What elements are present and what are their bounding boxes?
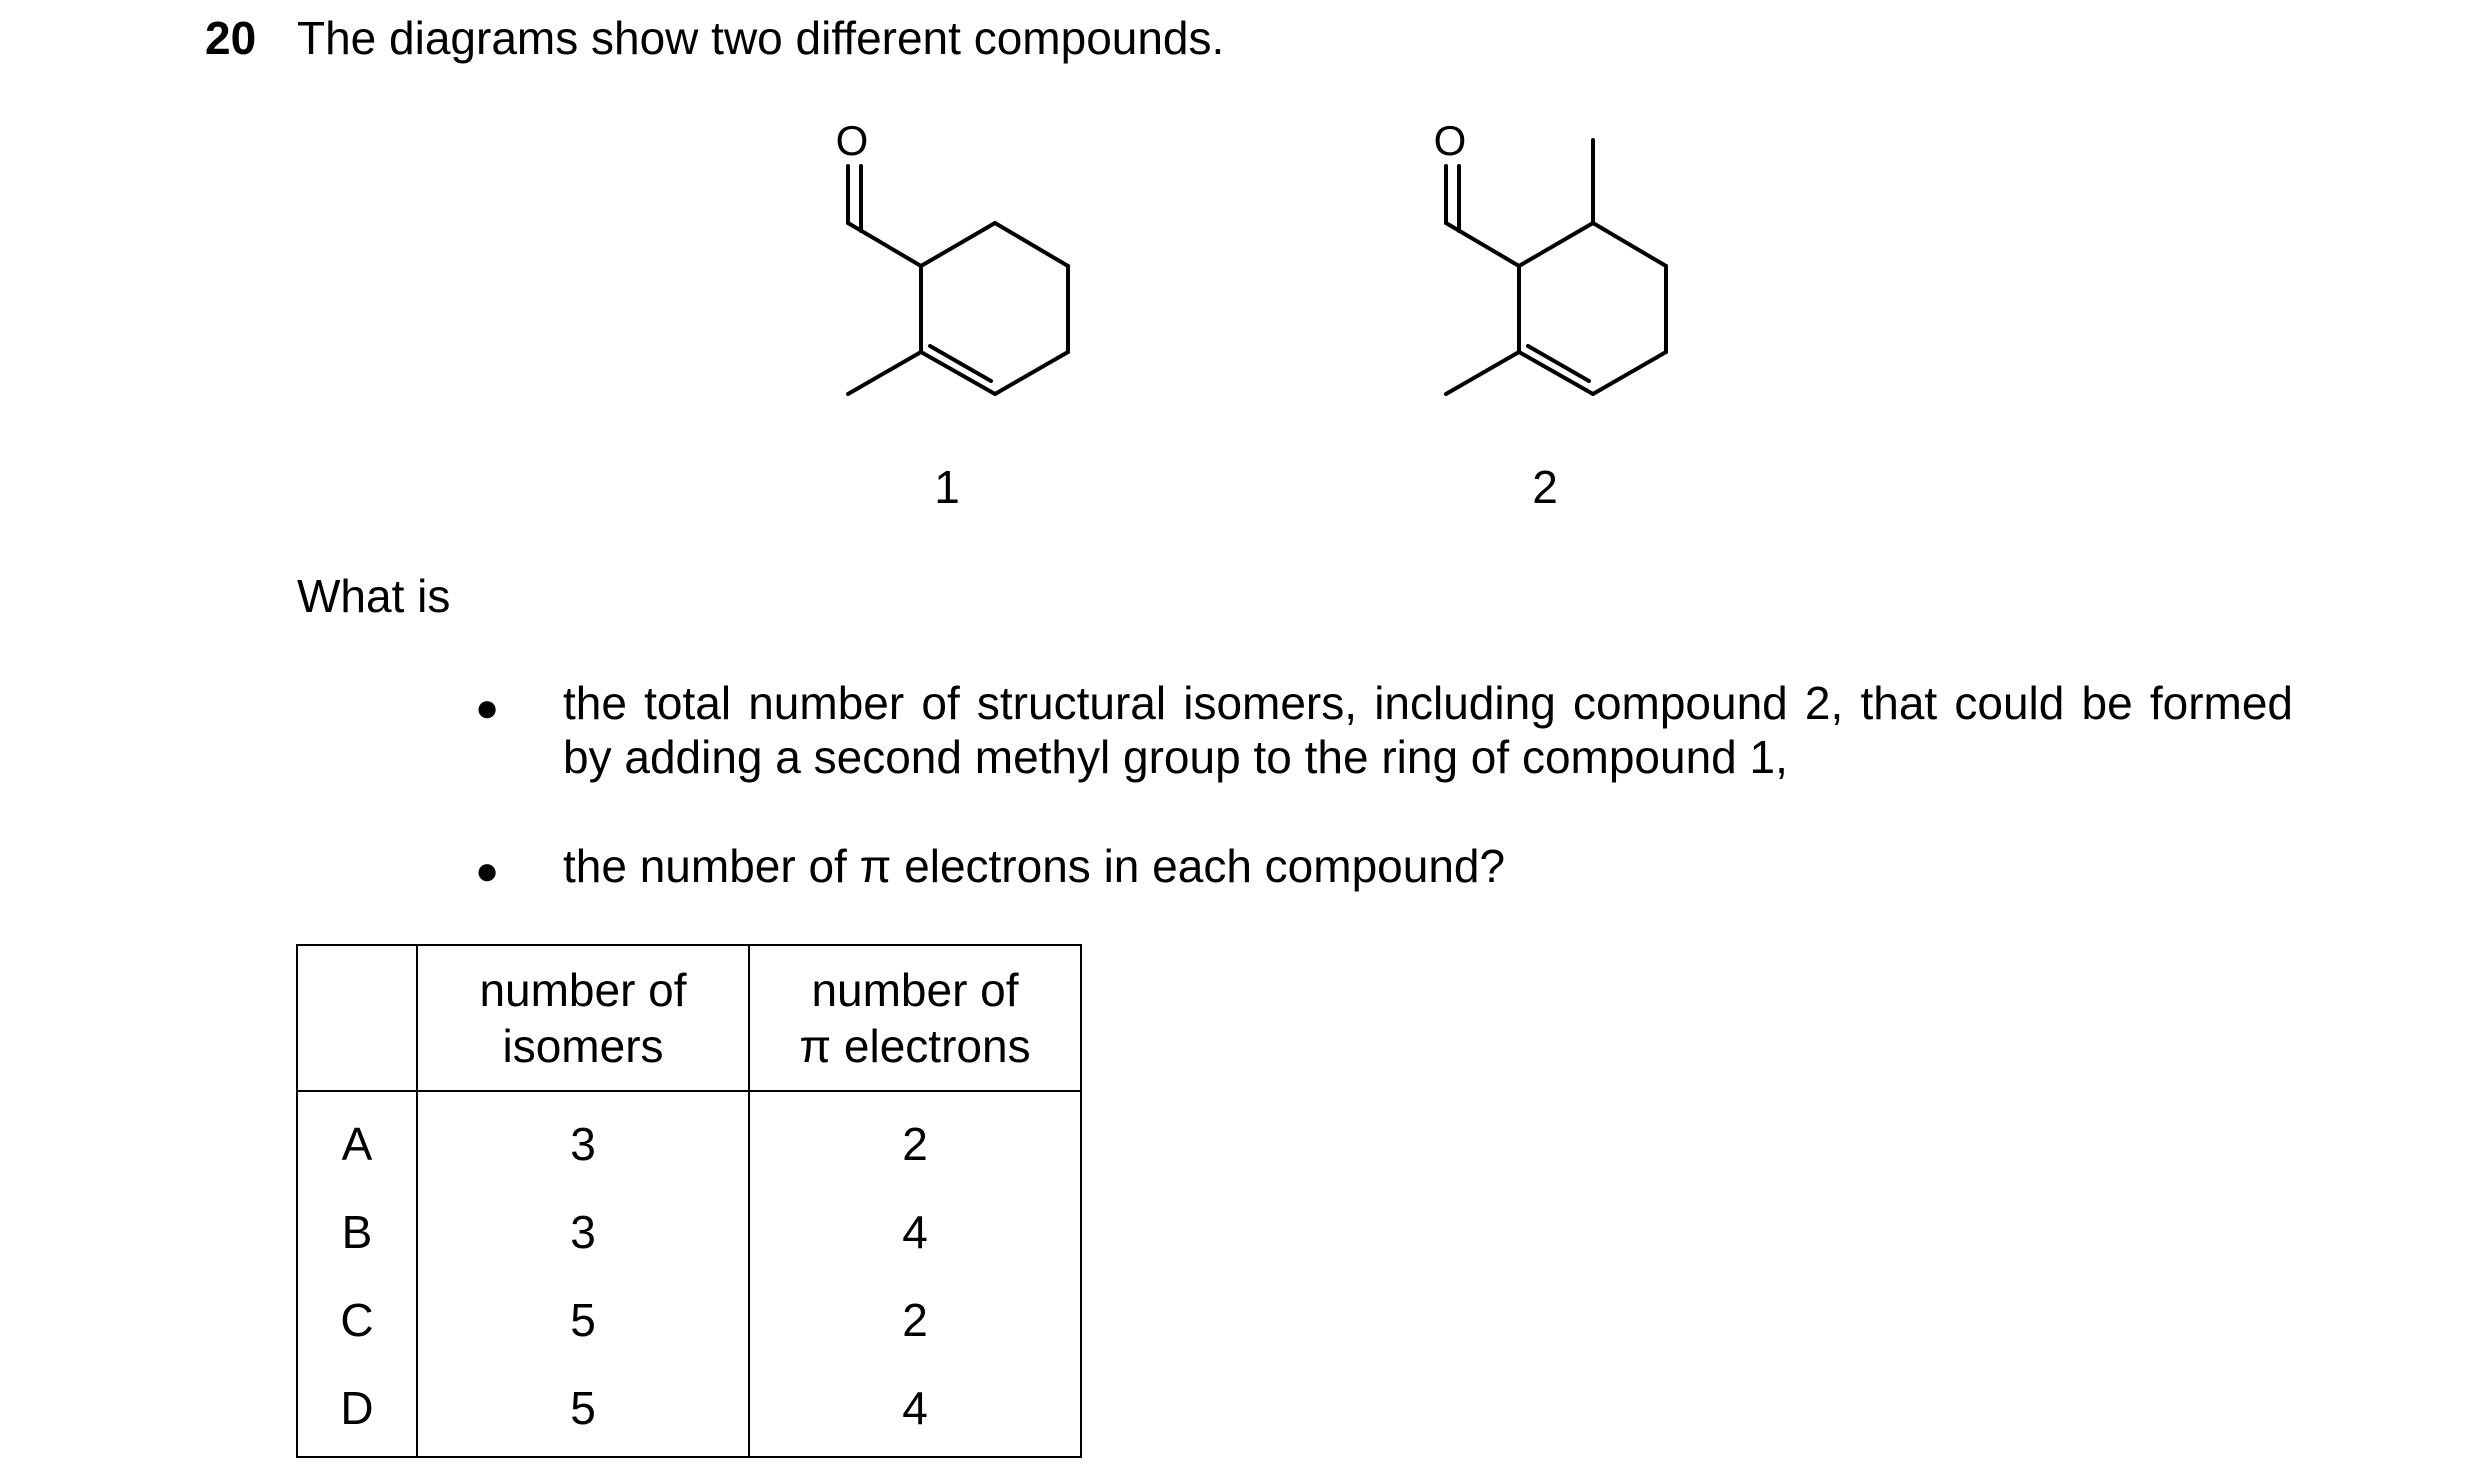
header-line: π electrons xyxy=(799,1020,1031,1072)
isomers-value: 5 xyxy=(417,1276,749,1364)
header-line: number of xyxy=(479,964,687,1016)
methyl-bond xyxy=(1446,352,1519,394)
table-row[interactable] xyxy=(297,1188,1081,1276)
pi-electrons-value: 2 xyxy=(749,1276,1081,1364)
compound-2-structure xyxy=(1446,140,1666,394)
option-letter[interactable]: C xyxy=(297,1276,417,1364)
header-line: number of xyxy=(811,964,1019,1016)
ring-bond xyxy=(1593,223,1666,266)
ring-bond xyxy=(1519,223,1593,266)
option-letter[interactable]: A xyxy=(297,1091,417,1188)
option-letter[interactable]: B xyxy=(297,1188,417,1276)
pi-electrons-value: 2 xyxy=(749,1091,1081,1188)
isomers-value: 3 xyxy=(417,1091,749,1188)
bullet-text-isomers: the total number of structural isomers, including compound 2, that could be formed by adding a second methyl group to the ring of compound 1, xyxy=(563,677,2293,783)
pi-electrons-value: 4 xyxy=(749,1364,1081,1457)
aldehyde-bond xyxy=(848,223,921,266)
option-letter[interactable]: D xyxy=(297,1364,417,1457)
table-header-isomers xyxy=(417,945,749,1091)
ring-bond xyxy=(995,223,1068,266)
ring-bond xyxy=(995,352,1068,394)
compound-diagrams xyxy=(0,0,2480,560)
isomers-value: 5 xyxy=(417,1364,749,1457)
question-number: 20 xyxy=(205,12,257,64)
table-header-row xyxy=(297,945,1081,1091)
table-row[interactable] xyxy=(297,1364,1081,1457)
pi-electrons-value: 4 xyxy=(749,1188,1081,1276)
oxygen-atom-label-2: O xyxy=(1433,117,1467,164)
prompt-lead: What is xyxy=(297,570,451,622)
methyl-bond xyxy=(848,352,921,394)
header-line: isomers xyxy=(502,1020,664,1072)
ring-double-bond xyxy=(921,352,995,394)
aldehyde-bond xyxy=(1446,223,1519,266)
bullet-text-pi-electrons: the number of π electrons in each compound? xyxy=(563,840,1506,892)
question-stem: The diagrams show two different compounds. xyxy=(297,12,1225,64)
table-header-pi-electrons xyxy=(749,945,1081,1091)
compound-1-structure xyxy=(848,166,1068,394)
oxygen-atom-label-1: O xyxy=(835,117,869,164)
answer-options-table xyxy=(296,944,1082,1458)
bullet-marker: ● xyxy=(475,849,500,893)
compound-label-2: 2 xyxy=(1532,461,1558,513)
isomers-value: 3 xyxy=(417,1188,749,1276)
compound-label-1: 1 xyxy=(934,461,960,513)
ring-double-bond xyxy=(1519,352,1593,394)
ring-bond xyxy=(1593,352,1666,394)
ring-bond xyxy=(921,223,995,266)
table-row[interactable] xyxy=(297,1091,1081,1188)
table-row[interactable] xyxy=(297,1276,1081,1364)
table-header-empty xyxy=(297,945,417,1091)
bullet-marker: ● xyxy=(475,686,500,730)
